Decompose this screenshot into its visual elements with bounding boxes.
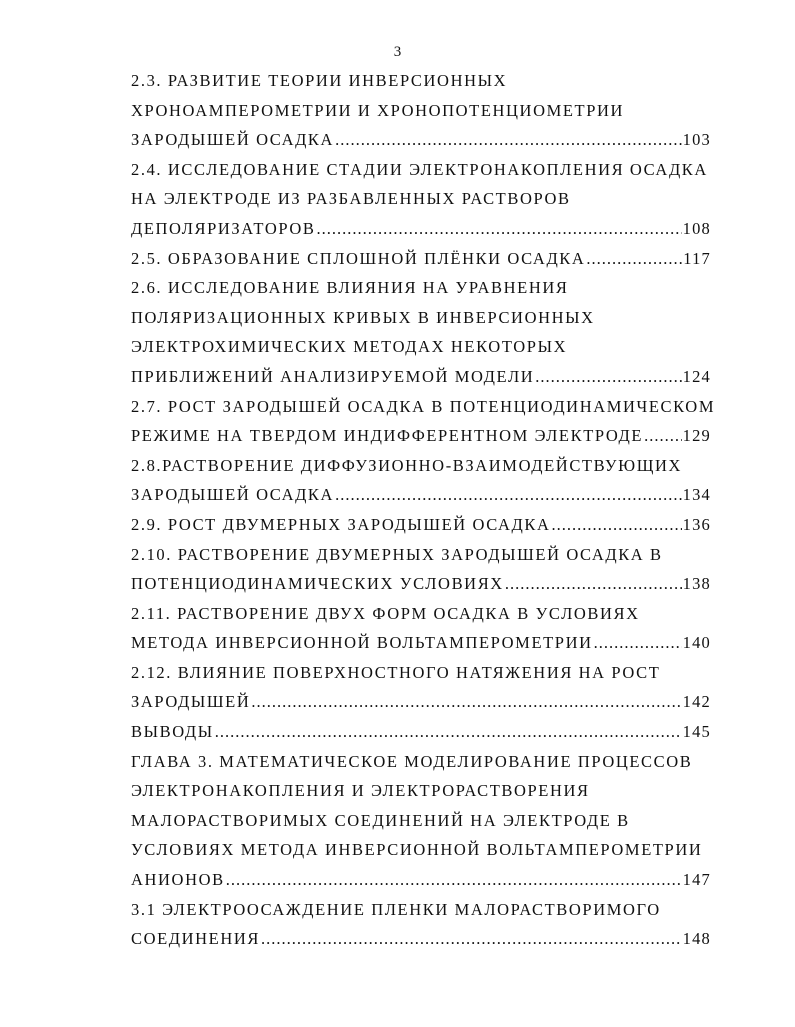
- dot-leader: [594, 628, 682, 658]
- toc-entry: [131, 273, 711, 391]
- toc-entry-final-line: [131, 125, 711, 155]
- toc-entry-final-line: [131, 687, 711, 717]
- toc-entry-text: 2.5. ОБРАЗОВАНИЕ СПЛОШНОЙ ПЛЁНКИ ОСАДКА: [131, 248, 586, 268]
- toc-entry-text: ПРИБЛИЖЕНИЙ АНАЛИЗИРУЕМОЙ МОДЕЛИ: [131, 366, 535, 386]
- dot-leader: [552, 510, 682, 540]
- toc-entry-final-line: [131, 214, 711, 244]
- toc-page-number: 129: [682, 426, 711, 446]
- toc-entry-text: 2.4. ИССЛЕДОВАНИЕ СТАДИИ ЭЛЕКТРОНАКОПЛЕНИЯ ОСАДКА: [131, 159, 708, 179]
- toc-entry-text: ЗАРОДЫШЕЙ ОСАДКА: [131, 485, 335, 505]
- dot-leader: [215, 717, 682, 747]
- toc-entry-text: МАЛОРАСТВОРИМЫХ СОЕДИНЕНИЙ НА ЭЛЕКТРОДЕ В: [131, 810, 630, 830]
- toc-page-number: 103: [682, 130, 711, 150]
- toc-entry-text: УСЛОВИЯХ МЕТОДА ИНВЕРСИОННОЙ ВОЛЬТАМПЕРОМЕТРИИ: [131, 840, 703, 860]
- toc-entry: [131, 510, 711, 540]
- toc-entry-text: ХРОНОАМПЕРОМЕТРИИ И ХРОНОПОТЕНЦИОМЕТРИИ: [131, 100, 625, 120]
- toc-page-number: 108: [682, 218, 711, 238]
- toc-page-number: 140: [682, 633, 711, 653]
- toc-page-number: 142: [682, 692, 711, 712]
- toc-page-number: 117: [683, 248, 711, 268]
- toc-entry-text: ВЫВОДЫ: [131, 722, 214, 742]
- toc-entry: [131, 658, 711, 717]
- toc-entry-text: МЕТОДА ИНВЕРСИОННОЙ ВОЛЬТАМПЕРОМЕТРИИ: [131, 633, 593, 653]
- toc-page-number: 148: [682, 929, 711, 949]
- dot-leader: [644, 421, 682, 451]
- toc-entry: [131, 747, 711, 895]
- toc-entry-text: СОЕДИНЕНИЯ: [131, 929, 261, 949]
- dot-leader: [335, 480, 682, 510]
- toc-entry-final-line: [131, 865, 711, 895]
- toc-entry-line: [131, 303, 711, 333]
- toc-entry: [131, 244, 711, 274]
- toc-entry-final-line: [131, 924, 711, 954]
- toc-entry-text: РЕЖИМЕ НА ТВЕРДОМ ИНДИФФЕРЕНТНОМ ЭЛЕКТРОДЕ: [131, 426, 644, 446]
- toc-entry-text: АНИОНОВ: [131, 870, 225, 890]
- toc-page-number: 136: [682, 514, 711, 534]
- toc-entry-line: [131, 155, 711, 185]
- toc-entry-line: [131, 599, 711, 629]
- toc-entry-line: [131, 835, 711, 865]
- dot-leader: [251, 687, 681, 717]
- toc-entry: [131, 599, 711, 658]
- toc-entry-final-line: [131, 510, 711, 540]
- toc-entry-text: ЗАРОДЫШЕЙ: [131, 692, 251, 712]
- toc-entry-text: ЗАРОДЫШЕЙ ОСАДКА: [131, 130, 335, 150]
- toc-entry-line: [131, 273, 711, 303]
- toc-entry-text: НА ЭЛЕКТРОДЕ ИЗ РАЗБАВЛЕННЫХ РАСТВОРОВ: [131, 189, 571, 209]
- toc-page-number: 138: [682, 574, 711, 594]
- toc-entry-text: 2.7. РОСТ ЗАРОДЫШЕЙ ОСАДКА В ПОТЕНЦИОДИНАМИЧЕСКОМ: [131, 396, 716, 416]
- toc-entry-text: 2.3. РАЗВИТИЕ ТЕОРИИ ИНВЕРСИОННЫХ: [131, 71, 508, 90]
- dot-leader: [335, 125, 682, 155]
- dot-leader: [505, 569, 682, 599]
- toc-entry-text: 2.11. РАСТВОРЕНИЕ ДВУХ ФОРМ ОСАДКА В УСЛОВИЯХ: [131, 603, 640, 623]
- toc-entry-text: ДЕПОЛЯРИЗАТОРОВ: [131, 218, 316, 238]
- dot-leader: [535, 362, 681, 392]
- page-number: 3: [393, 44, 402, 60]
- toc-entry-text: 2.8.РАСТВОРЕНИЕ ДИФФУЗИОННО-ВЗАИМОДЕЙСТВУЮЩИХ: [131, 455, 682, 475]
- toc-entry: [131, 895, 711, 954]
- dot-leader: [261, 924, 682, 954]
- toc-entry-final-line: [131, 480, 711, 510]
- toc-entry-line: [131, 895, 711, 925]
- toc-entry-text: ЭЛЕКТРОХИМИЧЕСКИХ МЕТОДАХ НЕКОТОРЫХ: [131, 337, 568, 357]
- toc-entry: [131, 155, 711, 244]
- toc-entry-final-line: [131, 628, 711, 658]
- toc-page-number: 145: [682, 722, 711, 742]
- toc-entry-final-line: [131, 362, 711, 392]
- toc-entry-final-line: [131, 421, 711, 451]
- toc-entry-final-line: [131, 244, 711, 274]
- toc-entry-line: [131, 332, 711, 362]
- dot-leader: [226, 865, 682, 895]
- toc-entry-line: [131, 66, 711, 96]
- toc-entry-text: 3.1 ЭЛЕКТРООСАЖДЕНИЕ ПЛЕНКИ МАЛОРАСТВОРИМОГО: [131, 899, 661, 919]
- toc-entry: [131, 451, 711, 510]
- toc-entry-text: ГЛАВА 3. МАТЕМАТИЧЕСКОЕ МОДЕЛИРОВАНИЕ ПРОЦЕССОВ: [131, 751, 693, 771]
- toc-entry-line: [131, 747, 711, 777]
- toc-entry-text: ПОЛЯРИЗАЦИОННЫХ КРИВЫХ В ИНВЕРСИОННЫХ: [131, 307, 595, 327]
- toc-entry-line: [131, 540, 711, 570]
- toc-entry-text: 2.9. РОСТ ДВУМЕРНЫХ ЗАРОДЫШЕЙ ОСАДКА: [131, 514, 551, 534]
- toc-page-number: 147: [682, 870, 711, 890]
- toc-entry: [131, 66, 711, 155]
- toc-page-number: 134: [682, 485, 711, 505]
- toc-entry: [131, 540, 711, 599]
- toc-entry-line: [131, 96, 711, 126]
- toc-entry-line: [131, 392, 716, 422]
- toc-entry-line: [131, 184, 711, 214]
- toc-entry: [131, 392, 716, 451]
- toc-entry-text: ПОТЕНЦИОДИНАМИЧЕСКИХ УСЛОВИЯХ: [131, 574, 504, 594]
- toc-page-number: 124: [682, 366, 711, 386]
- dot-leader: [316, 214, 681, 244]
- toc-entry-line: [131, 451, 711, 481]
- toc-entry-final-line: [131, 569, 711, 599]
- toc-entry-line: [131, 806, 711, 836]
- toc-entry-text: 2.10. РАСТВОРЕНИЕ ДВУМЕРНЫХ ЗАРОДЫШЕЙ ОСАДКА В: [131, 544, 663, 564]
- toc-entry-line: [131, 658, 711, 688]
- toc-entry: [131, 717, 711, 747]
- toc-entry-text: ЭЛЕКТРОНАКОПЛЕНИЯ И ЭЛЕКТРОРАСТВОРЕНИЯ: [131, 781, 590, 801]
- table-of-contents: [131, 66, 716, 954]
- toc-entry-text: 2.12. ВЛИЯНИЕ ПОВЕРХНОСТНОГО НАТЯЖЕНИЯ НА РОСТ: [131, 662, 661, 682]
- dot-leader: [586, 244, 682, 274]
- toc-entry-text: 2.6. ИССЛЕДОВАНИЕ ВЛИЯНИЯ НА УРАВНЕНИЯ: [131, 278, 569, 298]
- toc-entry-line: [131, 776, 711, 806]
- toc-entry-final-line: [131, 717, 711, 747]
